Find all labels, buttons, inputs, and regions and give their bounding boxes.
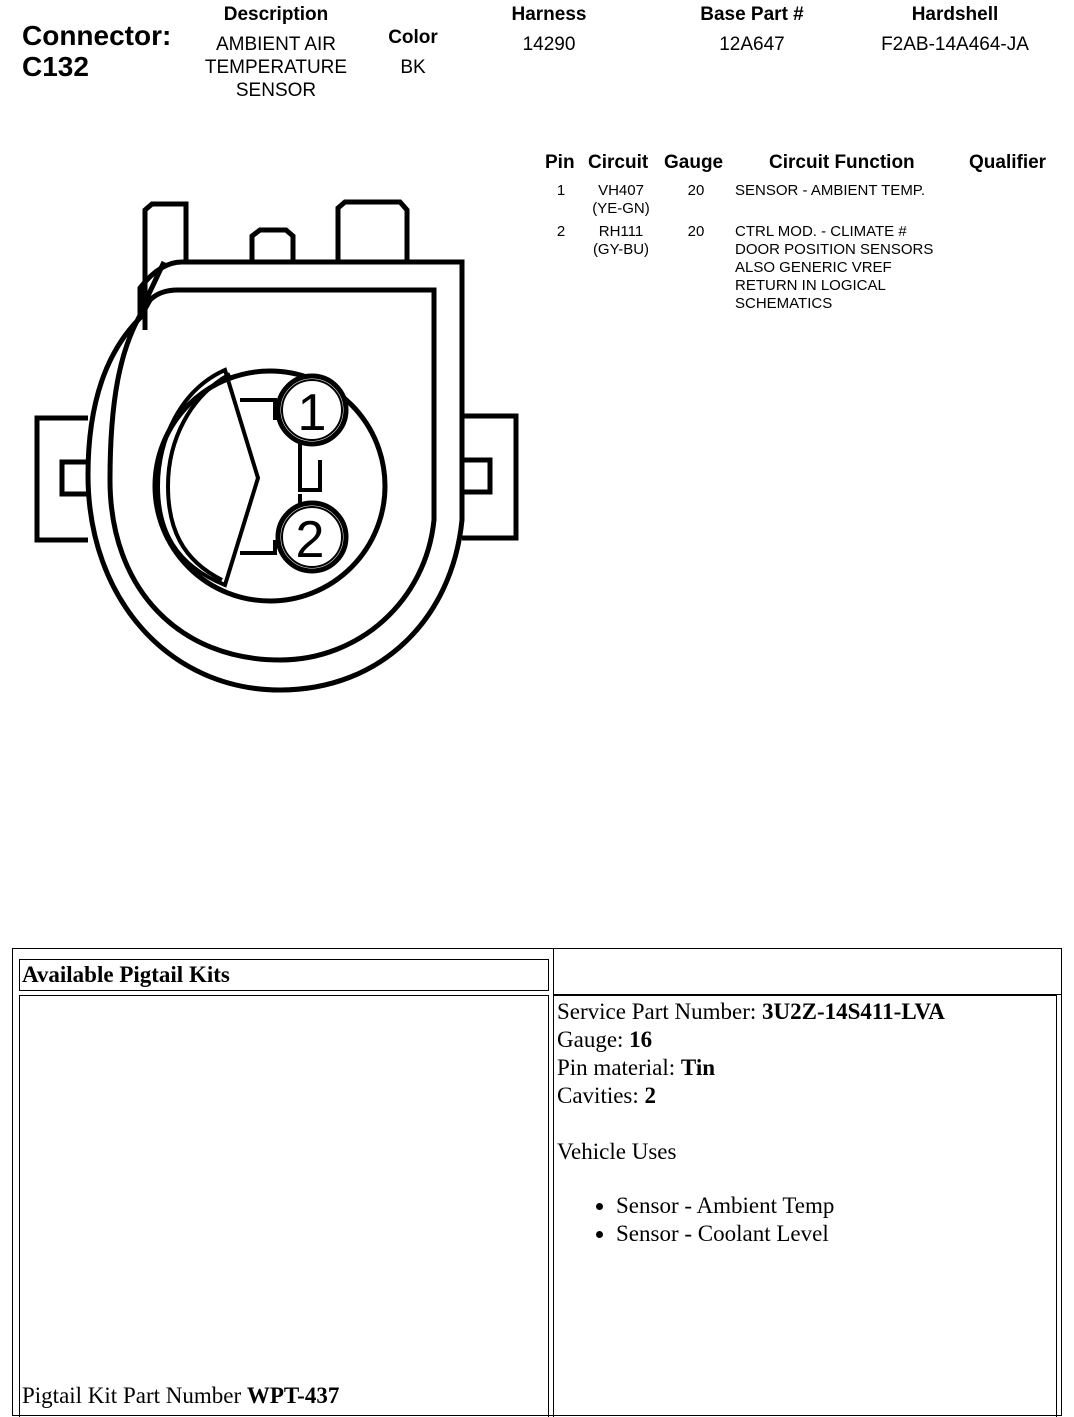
connector-id: C132 xyxy=(22,51,89,82)
description-line: AMBIENT AIR xyxy=(215,34,336,55)
circuit-header: Circuit xyxy=(588,152,649,173)
pin-material-label: Pin material: xyxy=(557,1055,676,1080)
pigtail-kits-table xyxy=(12,948,1062,1416)
kit-number-line xyxy=(22,1383,339,1409)
hardshell-value: F2AB-14A464-JA xyxy=(881,34,1029,55)
description-value xyxy=(186,33,366,102)
pigtail-kits-header-spacer xyxy=(553,949,1061,995)
color-value: BK xyxy=(400,57,426,78)
gauge-value: 20 xyxy=(687,223,705,240)
latch-right xyxy=(338,202,407,262)
qualifier-header: Qualifier xyxy=(969,152,1047,173)
function-line: SCHEMATICS xyxy=(735,295,833,312)
pigtail-kits-title: Available Pigtail Kits xyxy=(19,959,549,991)
function-line: CTRL MOD. - CLIMATE # xyxy=(735,223,907,240)
base-part-value: 12A647 xyxy=(719,34,785,55)
color-label: Color xyxy=(388,27,438,48)
gauge-label: Gauge: xyxy=(557,1027,624,1052)
vehicle-uses-list xyxy=(576,1192,834,1248)
service-part-label: Service Part Number: xyxy=(557,999,757,1024)
cavities-line xyxy=(557,1082,656,1110)
side-tab-left-inner xyxy=(62,462,88,494)
pin-number: 1 xyxy=(556,182,566,199)
function-header: Circuit Function xyxy=(769,152,915,173)
gauge-value: 16 xyxy=(629,1027,653,1052)
circuit-id: RH111 xyxy=(598,223,644,240)
pin-1-label: 1 xyxy=(297,384,327,442)
connector-face-diagram xyxy=(0,180,540,700)
connector-title xyxy=(22,20,171,82)
vehicle-uses-label: Vehicle Uses xyxy=(557,1139,677,1164)
function-line: DOOR POSITION SENSORS xyxy=(735,241,934,258)
circuit-color: (YE-GN) xyxy=(592,200,650,217)
kit-number-label: Pigtail Kit Part Number xyxy=(22,1383,242,1408)
cavities-value: 2 xyxy=(644,1083,657,1108)
kit-number-value: WPT-437 xyxy=(246,1383,340,1408)
description-line: SENSOR xyxy=(235,80,317,101)
service-part-value: 3U2Z-14S411-LVA xyxy=(762,999,945,1024)
function-line: ALSO GENERIC VREF xyxy=(735,259,892,276)
pigtail-kit-details-cell xyxy=(553,995,1057,1417)
circuit-function xyxy=(735,223,933,313)
function-line: RETURN IN LOGICAL xyxy=(735,277,886,294)
side-tab-right-inner xyxy=(462,460,490,492)
pin-header: Pin xyxy=(545,152,575,173)
pin-material-value: Tin xyxy=(680,1055,716,1080)
connector-label: Connector: xyxy=(22,20,172,51)
pigtail-kit-image-cell xyxy=(19,995,549,1417)
pin-number: 2 xyxy=(556,223,566,240)
circuit-id: VH407 xyxy=(598,182,644,199)
service-part-line xyxy=(557,998,945,1026)
description-label: Description xyxy=(223,4,329,25)
pin-material-line xyxy=(557,1054,715,1082)
hardshell-label: Hardshell xyxy=(911,4,999,25)
gauge-header: Gauge xyxy=(664,152,724,173)
pin-2-label: 2 xyxy=(295,511,325,569)
gauge-value: 20 xyxy=(687,182,705,199)
center-tab xyxy=(252,230,293,262)
harness-label: Harness xyxy=(511,4,587,25)
list-item: • Sensor - Coolant Level xyxy=(616,1220,834,1248)
circuit-function: SENSOR - AMBIENT TEMP. xyxy=(735,182,926,199)
circuit-color: (GY-BU) xyxy=(592,241,650,258)
list-item: • Sensor - Ambient Temp xyxy=(616,1192,834,1220)
gauge-line xyxy=(557,1026,652,1054)
harness-value: 14290 xyxy=(522,34,576,55)
base-part-label: Base Part # xyxy=(700,4,804,25)
description-line: TEMPERATURE xyxy=(204,57,348,78)
cavities-label: Cavities: xyxy=(557,1083,639,1108)
